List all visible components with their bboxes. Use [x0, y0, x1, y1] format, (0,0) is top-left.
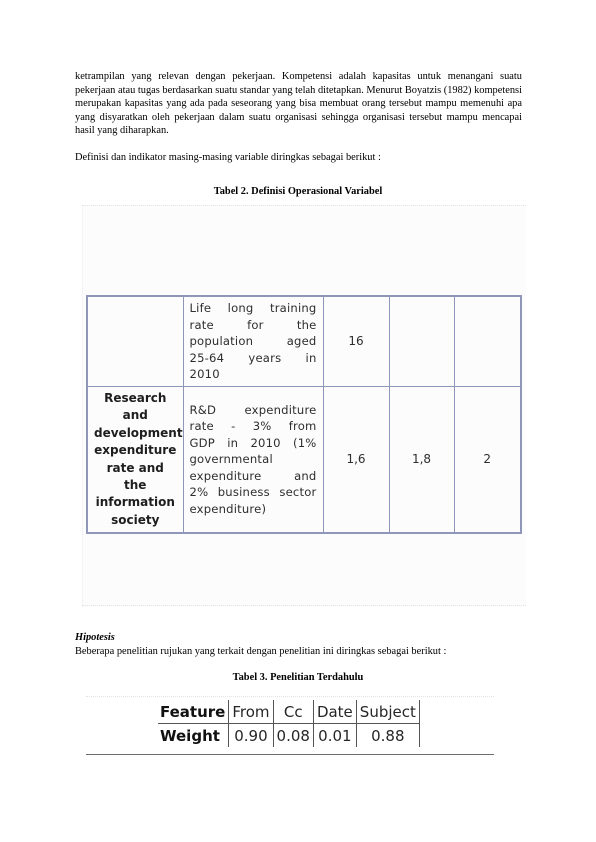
header-cell: Subject: [356, 700, 419, 724]
header-cell: From: [229, 700, 273, 724]
value-cell: [454, 296, 521, 386]
header-cell: Feature: [158, 700, 229, 724]
indicator-cell: R&D expenditure rate - 3% from GDP in 2010 (1% governmental expenditure and 2% business sector expenditure): [183, 386, 323, 533]
category-cell: [87, 296, 183, 386]
value-cell: 0.08: [273, 724, 313, 748]
value-cell: 16: [323, 296, 389, 386]
header-cell: Date: [313, 700, 356, 724]
indicator-cell: Life long training rate for the population aged 25-64 years in 2010: [183, 296, 323, 386]
table-header-row: [158, 700, 419, 724]
table2-figure: [82, 205, 526, 607]
header-cell: Cc: [273, 700, 313, 724]
value-cell: 1,8: [389, 386, 454, 533]
table3-caption: Tabel 3. Penelitian Terdahulu: [232, 672, 364, 683]
value-cell: 0.90: [229, 724, 273, 748]
value-cell: 1,6: [323, 386, 389, 533]
operational-variable-table: [86, 295, 522, 534]
hypothesis-text: Beberapa penelitian rujukan yang terkait dengan penelitian ini diringkas sebagai berikut :: [75, 646, 447, 657]
value-cell: 2: [454, 386, 521, 533]
table2-caption: Tabel 2. Definisi Operasional Variabel: [213, 186, 383, 197]
previous-research-table: [158, 700, 420, 747]
definition-line: Definisi dan indikator masing-masing variable diringkas sebagai berikut :: [75, 152, 381, 163]
table3-figure: [86, 696, 494, 755]
table-row: [87, 386, 521, 533]
intro-paragraph: ketrampilan yang relevan dengan pekerjaan. Kompetensi adalah kapasitas untuk menangani suatu pekerjaan atau tugas berdasarkan suatu standar yang telah ditetapkan. Menurut Boyatzis (1982) kompetensi merupakan kapasitas yang ada pada seseorang yang bisa membuat orang tersebut mampu memenuhi apa yang disyaratkan oleh pekerjaan dalam suatu organisasi sehingga organisasi tersebut mampu mencapai hasil yang diharapkan.: [75, 71, 522, 137]
value-cell: 0.88: [356, 724, 419, 748]
category-cell: Research and development expenditure rate and the information society: [87, 386, 183, 533]
row-label-cell: Weight: [160, 726, 220, 745]
value-cell: [389, 296, 454, 386]
table-row: [158, 724, 419, 748]
hypothesis-heading: Hipotesis: [75, 632, 115, 643]
value-cell: 0.01: [313, 724, 356, 748]
table-row: [87, 296, 521, 386]
